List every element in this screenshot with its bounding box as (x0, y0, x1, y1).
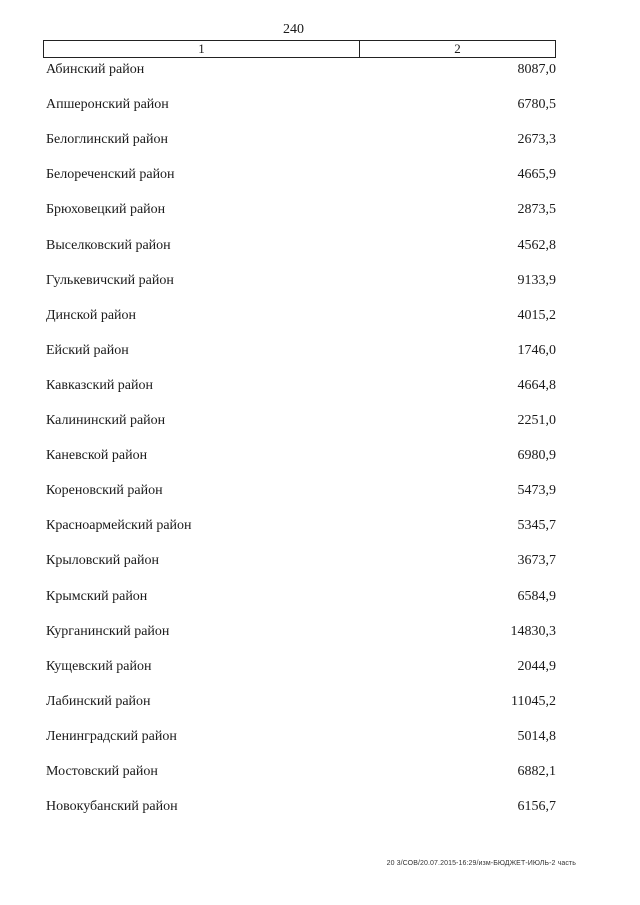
district-value: 3673,7 (517, 553, 556, 569)
table-row (46, 657, 558, 677)
district-value: 8087,0 (517, 62, 556, 77)
district-name: Красноармейский район (46, 518, 192, 534)
table-row (46, 60, 558, 80)
district-value: 6980,9 (517, 448, 556, 464)
district-name: Белоглинский район (46, 132, 168, 148)
column-header-1: 1 (44, 41, 360, 57)
district-name: Курганинский район (46, 623, 170, 639)
district-name: Калининский район (46, 413, 166, 428)
district-name: Каневской район (46, 448, 148, 464)
district-value: 4562,8 (517, 237, 556, 253)
district-name: Кавказский район (46, 377, 154, 393)
district-value: 5473,9 (517, 483, 556, 499)
district-value: 6584,9 (517, 588, 556, 604)
district-value: 2251,0 (517, 413, 556, 428)
district-name: Крыловский район (46, 553, 159, 569)
table-row (46, 551, 558, 571)
district-name: Динской район (46, 307, 137, 323)
table-row (46, 762, 558, 782)
district-name: Кореновский район (46, 483, 163, 499)
district-value: 4015,2 (517, 307, 556, 323)
district-name: Новокубанский район (46, 799, 178, 815)
column-header-2: 2 (454, 41, 461, 56)
district-value: 14830,3 (510, 623, 556, 639)
district-value: 4665,9 (517, 167, 556, 183)
district-name: Ленинградский район (46, 728, 177, 744)
table-row (46, 727, 558, 747)
table-row (46, 587, 558, 607)
table-row (46, 446, 558, 466)
table-row (46, 236, 558, 256)
table-header (43, 40, 556, 58)
table-row (46, 622, 558, 642)
district-value: 2044,9 (517, 658, 556, 674)
table-row (46, 516, 558, 536)
district-name: Брюховецкий район (46, 202, 166, 218)
table-row (46, 692, 558, 712)
district-name: Лабинский район (46, 693, 151, 709)
district-value: 6882,1 (517, 764, 556, 779)
district-value: 1746,0 (517, 342, 556, 358)
district-name: Абинский район (46, 62, 145, 77)
district-name: Гулькевичский район (46, 272, 174, 288)
table-row (46, 797, 558, 817)
table-row (46, 130, 558, 150)
district-value: 9133,9 (517, 272, 556, 288)
table-row (46, 376, 558, 396)
district-value: 6780,5 (517, 97, 556, 113)
table-row (46, 306, 558, 326)
district-value: 6156,7 (517, 799, 556, 815)
district-name: Апшеронский район (46, 97, 169, 113)
table-row (46, 481, 558, 501)
table-row (46, 165, 558, 185)
table-row (46, 271, 558, 291)
district-value: 2673,3 (517, 132, 556, 148)
table-row (46, 200, 558, 220)
table-row (46, 341, 558, 361)
district-name: Выселковский район (46, 237, 171, 253)
district-value: 5014,8 (517, 728, 556, 744)
table-row (46, 95, 558, 115)
district-name: Белореченский район (46, 167, 175, 183)
district-name: Мостовский район (46, 764, 158, 779)
table-row (46, 411, 558, 431)
district-name: Кущевский район (46, 658, 152, 674)
district-value: 5345,7 (517, 518, 556, 534)
page-number: 240 (283, 22, 304, 37)
district-value: 4664,8 (517, 377, 556, 393)
document-footer: 20 3/СОВ/20.07.2015-16:29/изм-БЮДЖЕТ-ИЮЛЬ-2 часть (386, 860, 576, 867)
district-name: Ейский район (46, 342, 129, 358)
district-name: Крымский район (46, 588, 148, 604)
district-value: 2873,5 (517, 202, 556, 218)
district-value: 11045,2 (511, 693, 556, 709)
